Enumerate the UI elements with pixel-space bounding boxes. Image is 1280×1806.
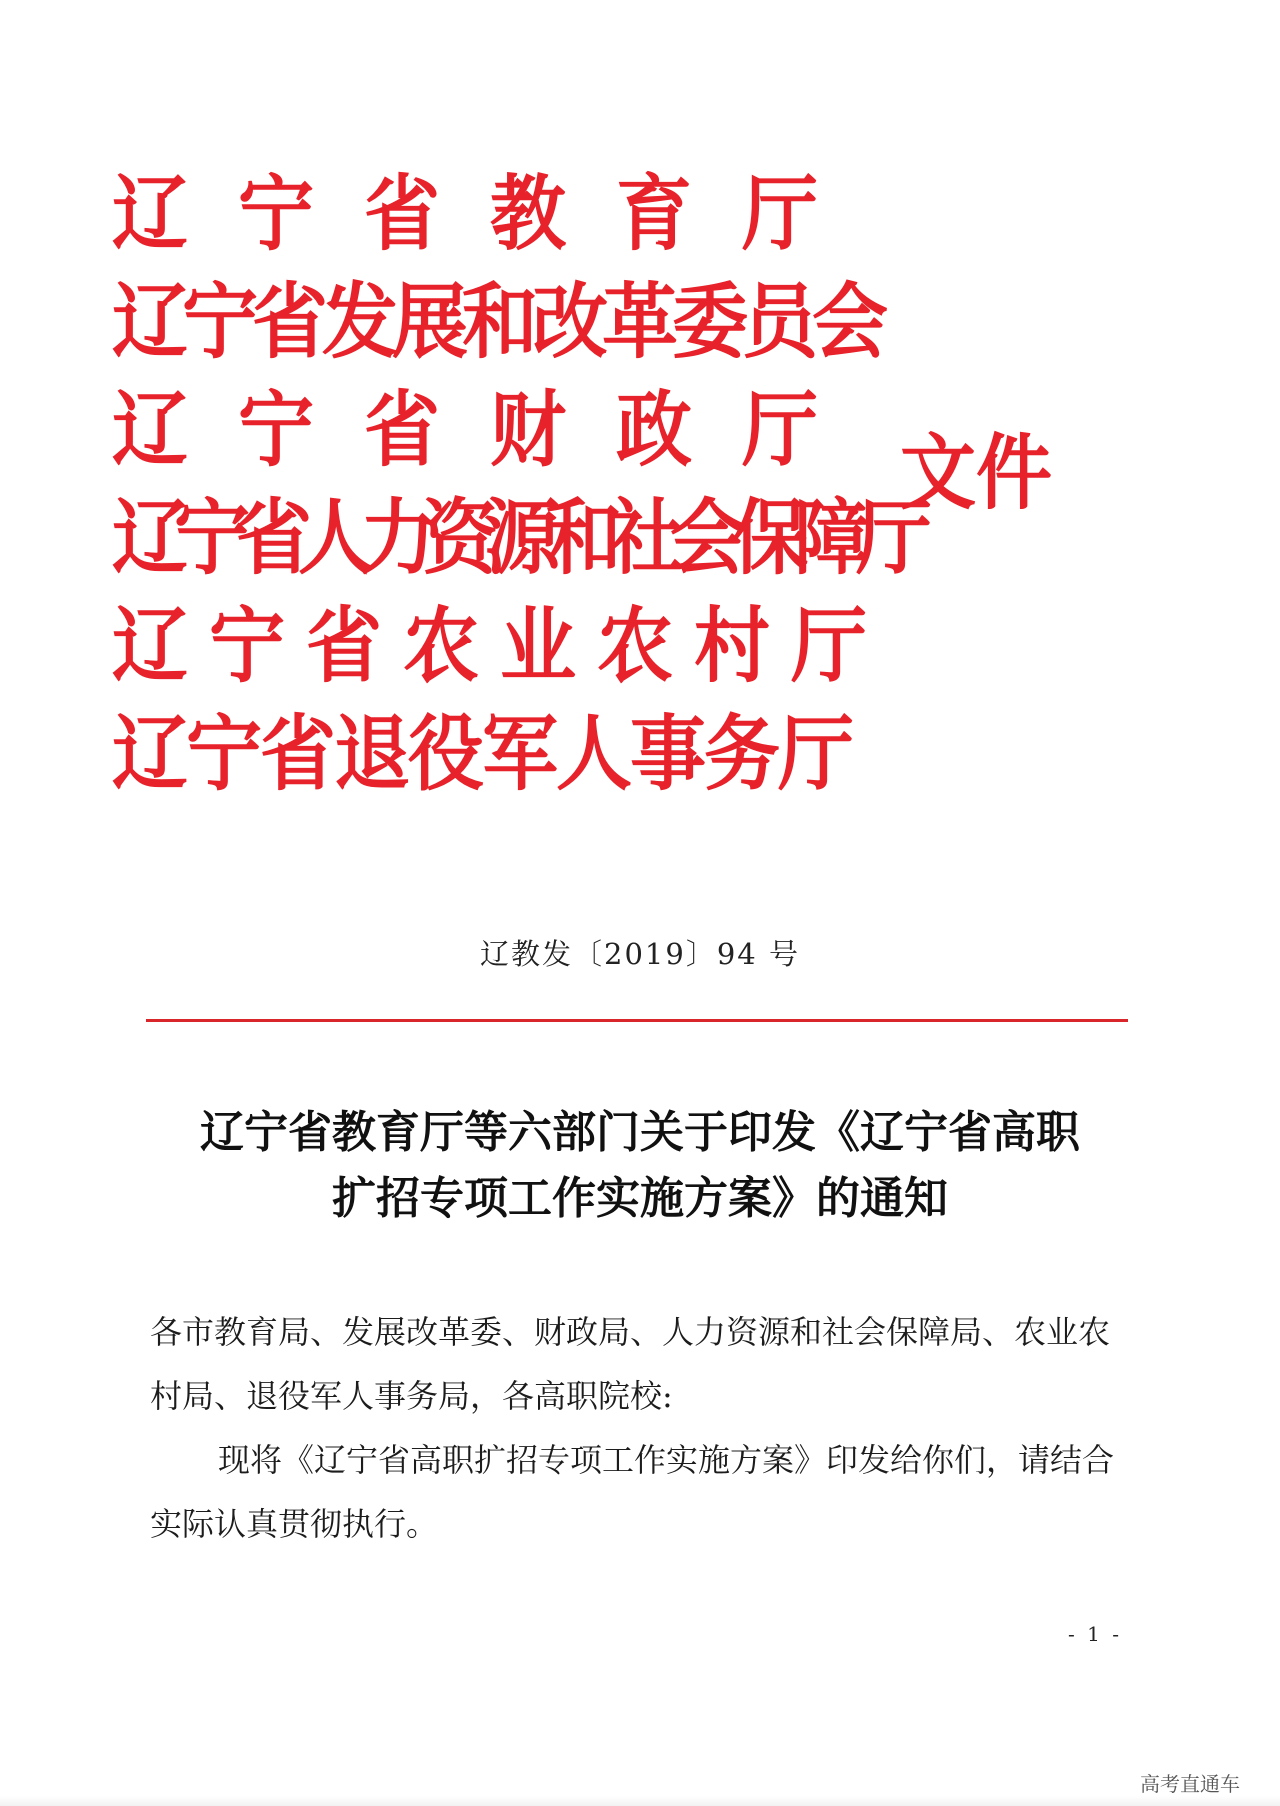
issuer-line: 辽宁省退役军人事务厅 — [112, 705, 852, 802]
issuer-line: 辽宁省教育厅 — [112, 165, 868, 262]
issuer-line: 辽宁省农业农村厅 — [112, 597, 888, 694]
document-suffix: 文件 — [900, 424, 1052, 521]
watermark: 高考直通车 — [1140, 1772, 1240, 1796]
recipients: 各市教育局、发展改革委、财政局、人力资源和社会保障局、农业农村局、退役军人事务局，各高职院校: — [150, 1313, 1111, 1415]
issuer-line: 辽宁省发展和改革委员会 — [112, 273, 882, 370]
issuer-line: 辽宁省财政厅 — [112, 381, 868, 478]
title-line: 扩招专项工作实施方案》的通知 — [332, 1173, 948, 1224]
issuer-line: 辽宁省人力资源和社会保障厅 — [112, 489, 918, 586]
page-number: - 1 - — [1068, 1622, 1122, 1646]
document-body — [150, 1300, 1130, 1556]
document-number: 辽教发〔2019〕94 号 — [480, 937, 800, 971]
body-paragraph: 现将《辽宁省高职扩招专项工作实施方案》印发给你们，请结合实际认真贯彻执行。 — [150, 1441, 1115, 1543]
document-title — [130, 1100, 1150, 1232]
red-divider — [146, 1019, 1128, 1022]
title-line: 辽宁省教育厅等六部门关于印发《辽宁省高职 — [200, 1107, 1080, 1158]
issuer-header — [112, 160, 918, 808]
page-bottom-edge — [0, 1796, 1280, 1806]
